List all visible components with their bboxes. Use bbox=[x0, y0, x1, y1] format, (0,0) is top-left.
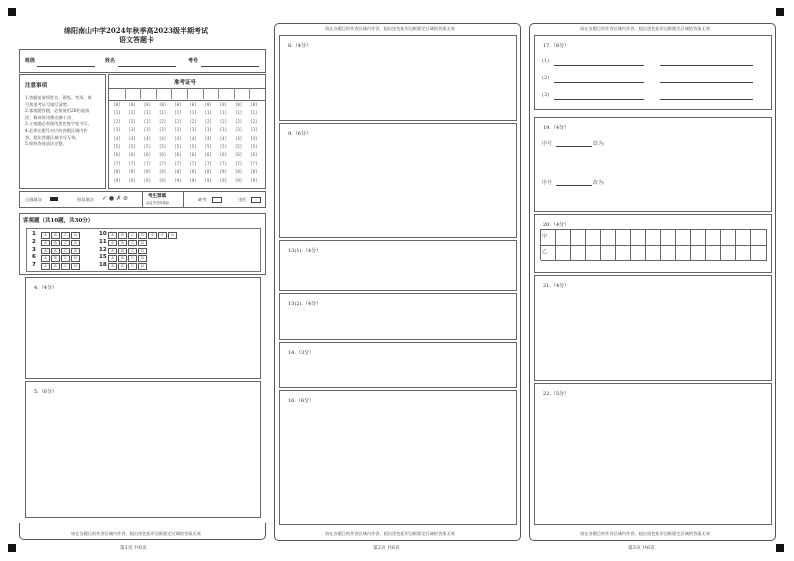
admission-digit-bubble[interactable]: [7] bbox=[143, 160, 151, 166]
page1-number: 第1页 共6页 bbox=[120, 546, 147, 551]
q19-suffix-1: 改为: bbox=[593, 141, 605, 147]
admission-digit-bubble[interactable]: [2] bbox=[113, 118, 121, 124]
q17-item-1: (1) bbox=[542, 58, 550, 64]
notice-item: 答，超出答题区域书写无效。 bbox=[25, 134, 80, 140]
q17-line-2a[interactable] bbox=[554, 82, 644, 83]
admission-digit-bubble[interactable]: [0] bbox=[234, 102, 243, 107]
admission-digit-bubble[interactable]: [4] bbox=[250, 135, 258, 141]
q20-grid-cell[interactable] bbox=[646, 230, 661, 246]
notice-title: 注意事项 bbox=[25, 83, 48, 89]
admission-digit-bubble[interactable]: [7] bbox=[113, 160, 121, 166]
page2-footer-note: 请在各题目的作答区域内作答，超出黑色矩形边框限定区域的答案无效 bbox=[325, 531, 455, 536]
admission-digit-bubble[interactable]: [0] bbox=[189, 102, 197, 107]
objective-option-bubble[interactable]: B bbox=[118, 232, 127, 239]
admission-digit-bubble[interactable]: [0] bbox=[113, 102, 121, 107]
objective-question-number: 12 bbox=[99, 246, 107, 253]
objective-option-bubble[interactable]: A bbox=[41, 240, 50, 247]
student-info-box bbox=[19, 49, 266, 73]
answer-area-q17[interactable] bbox=[534, 35, 772, 110]
admission-column-divider bbox=[156, 88, 157, 99]
admission-digit-bubble[interactable]: [9] bbox=[158, 177, 167, 183]
class-field[interactable] bbox=[37, 66, 95, 67]
answer-area-q14[interactable] bbox=[279, 342, 517, 388]
admission-number-box bbox=[108, 74, 266, 189]
q20-grid-cell[interactable] bbox=[616, 230, 631, 246]
q20-grid-cell[interactable] bbox=[721, 245, 736, 261]
absent-title: 考生禁填 bbox=[148, 194, 166, 199]
q20-grid-cell[interactable] bbox=[646, 245, 661, 261]
objective-question-number: 6 bbox=[32, 254, 36, 261]
notice-item: 3.主观题必须使用黑色签字笔书写。 bbox=[25, 121, 92, 127]
admission-digit-bubble[interactable]: [5] bbox=[128, 144, 136, 149]
q20-grid-cell[interactable] bbox=[586, 230, 601, 246]
notice-item: 涂，修改时用橡皮擦干净。 bbox=[25, 114, 76, 120]
admission-digit-bubble[interactable]: [9] bbox=[204, 177, 212, 183]
page-title-line1: 绵阳南山中学2024年秋季高2023级半期考试 bbox=[64, 26, 208, 35]
corner-mark-top-right bbox=[776, 8, 784, 16]
q20-grid-cell[interactable] bbox=[556, 230, 571, 246]
objective-option-bubble[interactable]: A bbox=[108, 248, 117, 255]
objective-option-bubble[interactable]: D bbox=[71, 240, 80, 247]
objective-option-bubble[interactable]: A bbox=[41, 248, 50, 255]
admission-digit-bubble[interactable]: [1] bbox=[158, 110, 167, 116]
objective-option-bubble[interactable]: B bbox=[118, 263, 127, 270]
exam-no-field[interactable] bbox=[201, 66, 259, 67]
q20-grid-cell[interactable] bbox=[691, 245, 706, 261]
admission-digit-bubble[interactable]: [0] bbox=[174, 102, 182, 107]
admission-digit-bubble[interactable]: [6] bbox=[128, 152, 136, 158]
admission-digit-bubble[interactable]: [3] bbox=[158, 127, 167, 133]
admission-digit-bubble[interactable]: [8] bbox=[174, 169, 182, 175]
objective-option-bubble[interactable]: D bbox=[138, 263, 147, 270]
admission-digit-bubble[interactable]: [6] bbox=[234, 152, 243, 158]
admission-digit-bubble[interactable]: [9] bbox=[128, 177, 136, 183]
admission-digit-bubble[interactable]: [9] bbox=[143, 177, 151, 183]
objective-option-bubble[interactable]: D bbox=[71, 255, 80, 262]
admission-digit-bubble[interactable]: [9] bbox=[189, 177, 197, 183]
q17-item-2: (2) bbox=[542, 75, 550, 81]
admission-digit-bubble[interactable]: [6] bbox=[189, 152, 197, 158]
objective-option-bubble[interactable]: C bbox=[61, 255, 70, 262]
admission-digit-bubble[interactable]: [4] bbox=[234, 135, 243, 141]
admission-digit-bubble[interactable]: [0] bbox=[204, 102, 212, 107]
question-label-q13-1: 13(1).（4分） bbox=[288, 248, 322, 254]
objective-option-bubble[interactable]: B bbox=[51, 248, 60, 255]
answer-area-q19[interactable] bbox=[534, 117, 772, 212]
admission-digit-bubble[interactable]: [6] bbox=[250, 152, 258, 158]
objective-option-bubble[interactable]: A bbox=[108, 263, 117, 270]
objective-option-bubble[interactable]: C bbox=[128, 263, 137, 270]
admission-column-divider bbox=[234, 88, 235, 99]
admission-digit-bubble[interactable]: [7] bbox=[250, 160, 258, 166]
page-title-line2: 语文答题卡 bbox=[119, 35, 154, 44]
objective-option-bubble[interactable]: A bbox=[108, 255, 117, 262]
admission-digit-bubble[interactable]: [5] bbox=[158, 144, 167, 149]
corner-mark-bottom-right bbox=[776, 544, 784, 552]
admission-column-divider bbox=[125, 88, 126, 99]
admission-digit-bubble[interactable]: [7] bbox=[174, 160, 182, 166]
admission-column-divider bbox=[187, 88, 188, 99]
question-label-q17: 17.（6分） bbox=[543, 43, 570, 49]
violation-checkbox[interactable] bbox=[251, 197, 261, 203]
admission-digit-bubble[interactable]: [4] bbox=[158, 135, 167, 141]
answer-area-q5[interactable] bbox=[25, 381, 261, 518]
admission-digit-bubble[interactable]: [3] bbox=[219, 127, 227, 133]
q20-grid-cell[interactable] bbox=[601, 230, 616, 246]
page-3 bbox=[529, 23, 776, 541]
admission-digit-bubble[interactable]: [2] bbox=[250, 118, 258, 124]
notice-item: 1.答题前请将姓名、班级、考场、座 bbox=[25, 95, 92, 100]
q20-row-label-1: 甲 bbox=[542, 234, 548, 240]
admission-digit-bubble[interactable]: [2] bbox=[143, 118, 151, 124]
objective-option-bubble[interactable]: D bbox=[138, 248, 147, 255]
admission-digit-bubble[interactable]: [9] bbox=[174, 177, 182, 183]
q19-prefix-2: 序号 bbox=[542, 180, 553, 186]
objective-question-number: 7 bbox=[32, 262, 36, 269]
page3-footer-note: 请在各题目的作答区域内作答，超出黑色矩形边框限定区域的答案无效 bbox=[580, 531, 710, 536]
admission-digit-bubble[interactable]: [7] bbox=[158, 160, 167, 166]
objective-option-bubble[interactable]: C bbox=[61, 263, 70, 270]
admission-digit-bubble[interactable]: [2] bbox=[128, 118, 136, 124]
admission-digit-bubble[interactable]: [4] bbox=[204, 135, 212, 141]
q19-line-1[interactable] bbox=[556, 146, 592, 147]
admission-digit-bubble[interactable]: [6] bbox=[174, 152, 182, 158]
admission-digit-bubble[interactable]: [5] bbox=[113, 144, 121, 149]
admission-digit-bubble[interactable]: [8] bbox=[189, 169, 197, 175]
admission-digit-bubble[interactable]: [2] bbox=[234, 118, 243, 124]
objective-option-bubble[interactable]: A bbox=[108, 232, 117, 239]
admission-digit-bubble[interactable]: [4] bbox=[219, 135, 227, 141]
admission-digit-bubble[interactable]: [0] bbox=[128, 102, 136, 107]
admission-digit-bubble[interactable]: [7] bbox=[128, 160, 136, 166]
admission-digit-bubble[interactable]: [8] bbox=[250, 169, 258, 175]
admission-digit-bubble[interactable]: [3] bbox=[113, 127, 121, 133]
q20-grid-cell[interactable] bbox=[751, 230, 767, 246]
admission-digit-bubble[interactable]: [5] bbox=[174, 144, 182, 149]
q19-line-2[interactable] bbox=[556, 185, 592, 186]
admission-digit-bubble[interactable]: [8] bbox=[158, 169, 167, 175]
missing-checkbox[interactable] bbox=[212, 197, 222, 203]
answer-area-q21[interactable] bbox=[534, 275, 772, 381]
admission-digit-bubble[interactable]: [7] bbox=[189, 160, 197, 166]
q20-grid-cell[interactable] bbox=[661, 230, 676, 246]
q20-grid-cell[interactable] bbox=[601, 245, 616, 261]
admission-column-divider bbox=[249, 88, 250, 99]
question-label-q9: 9.（6分） bbox=[288, 131, 311, 137]
objective-option-bubble[interactable]: E bbox=[148, 232, 157, 239]
objective-question-number: 1 bbox=[32, 231, 36, 237]
admission-digit-bubble[interactable]: [4] bbox=[174, 135, 182, 141]
admission-column-divider bbox=[171, 88, 172, 99]
objective-option-bubble[interactable]: B bbox=[118, 240, 127, 247]
answer-area-q13-1[interactable] bbox=[279, 240, 517, 291]
admission-digit-bubble[interactable]: [5] bbox=[143, 144, 151, 149]
notice-box bbox=[19, 74, 106, 189]
admission-digit-bubble[interactable]: [2] bbox=[174, 118, 182, 124]
wrong-fill-sample-icon: ✓ ● ✗ ⊘ bbox=[102, 195, 129, 202]
admission-digit-bubble[interactable]: [3] bbox=[189, 127, 197, 133]
admission-digit-bubble[interactable]: [6] bbox=[113, 152, 121, 158]
objective-option-bubble[interactable]: B bbox=[118, 248, 127, 255]
q20-grid-cell[interactable] bbox=[706, 230, 721, 246]
page2-header-note: 请在各题目的作答区域内作答，超出黑色矩形边框限定区域的答案无效 bbox=[325, 26, 455, 31]
q19-suffix-2: 改为: bbox=[593, 180, 605, 186]
question-label-q13-2: 13(2).（4分） bbox=[288, 301, 322, 307]
q20-grid-cell[interactable] bbox=[571, 245, 586, 261]
objective-option-bubble[interactable]: B bbox=[51, 240, 60, 247]
admission-digit-bubble[interactable]: [5] bbox=[204, 144, 212, 149]
q17-item-3: (3) bbox=[542, 92, 550, 98]
objective-option-bubble[interactable]: C bbox=[128, 248, 137, 255]
objective-option-bubble[interactable]: C bbox=[61, 232, 70, 239]
page1-footer-note: 请在各题目的作答区域内作答，超出黑色矩形边框限定区域的答案无效 bbox=[71, 531, 201, 536]
admission-digit-bubble[interactable]: [5] bbox=[234, 144, 243, 149]
answer-area-q4[interactable] bbox=[25, 277, 261, 379]
question-label-q20: 20.（4分） bbox=[543, 222, 570, 228]
q20-grid-cell[interactable] bbox=[661, 245, 676, 261]
admission-digit-bubble[interactable]: [1] bbox=[189, 110, 197, 116]
wrong-fill-label: 错误填涂 bbox=[77, 197, 94, 202]
q20-grid-cell[interactable] bbox=[616, 245, 631, 261]
objective-question-number: 11 bbox=[99, 238, 107, 245]
objective-option-bubble[interactable]: B bbox=[118, 255, 127, 262]
objective-option-bubble[interactable]: B bbox=[51, 263, 60, 270]
answer-area-q9[interactable] bbox=[279, 123, 517, 238]
admission-digit-bubble[interactable]: [4] bbox=[189, 135, 197, 141]
admission-title: 准考证号 bbox=[174, 80, 197, 86]
q17-line-3a[interactable] bbox=[554, 99, 644, 100]
admission-digit-bubble[interactable]: [3] bbox=[234, 127, 243, 133]
admission-digit-bubble[interactable]: [6] bbox=[219, 152, 227, 158]
admission-column-divider bbox=[218, 88, 219, 99]
admission-digit-bubble[interactable]: [4] bbox=[128, 135, 136, 141]
q20-character-grid[interactable] bbox=[540, 229, 767, 260]
q20-grid-cell[interactable] bbox=[751, 245, 767, 261]
admission-column-divider bbox=[140, 88, 141, 99]
q20-grid-cell[interactable] bbox=[571, 230, 586, 246]
objective-option-bubble[interactable]: G bbox=[168, 232, 177, 239]
correct-fill-sample-icon bbox=[50, 197, 58, 201]
q17-line-2b[interactable] bbox=[660, 82, 753, 83]
question-label-q16: 16.（6分） bbox=[288, 398, 315, 404]
admission-digit-bubble[interactable]: [1] bbox=[143, 110, 151, 116]
admission-digit-bubble[interactable]: [6] bbox=[204, 152, 212, 158]
notice-item: 5.保持答卷清洁完整。 bbox=[25, 141, 67, 147]
page-2 bbox=[274, 23, 521, 541]
missing-label: 缺考 bbox=[198, 197, 207, 202]
objective-question-number: 18 bbox=[99, 262, 107, 269]
admission-digit-bubble[interactable]: [0] bbox=[158, 102, 167, 107]
admission-digit-bubble[interactable]: [2] bbox=[204, 118, 212, 124]
notice-item: 4.必须在题号对应的答题区域内作 bbox=[25, 128, 88, 133]
objective-option-bubble[interactable]: A bbox=[41, 255, 50, 262]
question-label-q22: 22.（5分） bbox=[543, 391, 570, 397]
answer-area-q13-2[interactable] bbox=[279, 293, 517, 340]
admission-digit-bubble[interactable]: [2] bbox=[219, 118, 227, 124]
q20-grid-cell[interactable] bbox=[556, 245, 571, 261]
page3-header-note: 请在各题目的作答区域内作答，超出黑色矩形边框限定区域的答案无效 bbox=[580, 26, 710, 31]
notice-item: 2.客观题答题，必须使用2B铅笔填 bbox=[25, 108, 90, 114]
objective-option-bubble[interactable]: D bbox=[138, 232, 147, 239]
answer-area-q22[interactable] bbox=[534, 383, 772, 525]
q20-grid-cell[interactable] bbox=[676, 230, 691, 246]
q20-grid-cell[interactable] bbox=[631, 245, 646, 261]
question-label-q21: 21.（4分） bbox=[543, 283, 570, 289]
admission-digit-bubble[interactable]: [8] bbox=[204, 169, 212, 175]
correct-fill-label: 正确填涂 bbox=[25, 197, 42, 202]
q20-grid-cell[interactable] bbox=[721, 230, 736, 246]
admission-digit-bubble[interactable]: [1] bbox=[113, 110, 121, 116]
q17-line-1b[interactable] bbox=[660, 65, 753, 66]
objective-option-bubble[interactable]: C bbox=[128, 232, 137, 239]
objective-option-bubble[interactable]: D bbox=[71, 248, 80, 255]
objective-option-bubble[interactable]: A bbox=[108, 240, 117, 247]
corner-mark-bottom-left bbox=[8, 544, 16, 552]
admission-digit-bubble[interactable]: [7] bbox=[204, 160, 212, 166]
admission-digit-bubble[interactable]: [6] bbox=[143, 152, 151, 158]
q20-grid-cell[interactable] bbox=[586, 245, 601, 261]
exam-no-label: 考号 bbox=[188, 58, 199, 64]
objective-option-bubble[interactable]: C bbox=[61, 240, 70, 247]
objective-title: 客观题（共10题，共30分） bbox=[23, 218, 94, 224]
admission-digit-bubble[interactable]: [7] bbox=[219, 160, 227, 166]
question-label-q19: 19.（4分） bbox=[543, 125, 570, 131]
admission-digit-bubble[interactable]: [8] bbox=[128, 169, 136, 175]
question-label-q14: 14.（3分） bbox=[288, 350, 315, 356]
corner-mark-top-left bbox=[8, 8, 16, 16]
objective-option-bubble[interactable]: D bbox=[71, 263, 80, 270]
page3-number: 第3页 共6页 bbox=[628, 546, 655, 551]
admission-digit-bubble[interactable]: [1] bbox=[174, 110, 182, 116]
objective-question-number: 2 bbox=[32, 238, 36, 245]
name-field[interactable] bbox=[118, 66, 176, 67]
name-label: 姓名 bbox=[105, 58, 116, 64]
question-label-q8: 8.（4分） bbox=[288, 43, 311, 49]
notice-item: 号和准考证号填写清楚。 bbox=[25, 101, 72, 107]
objective-question-number: 15 bbox=[99, 254, 107, 261]
question-label-q4: 4.（4分） bbox=[34, 285, 57, 291]
admission-digit-bubble[interactable]: [9] bbox=[219, 177, 227, 183]
objective-option-bubble[interactable]: A bbox=[41, 263, 50, 270]
page2-number: 第2页 共6页 bbox=[373, 546, 400, 551]
admission-digit-bubble[interactable]: [0] bbox=[250, 102, 258, 107]
admission-digit-bubble[interactable]: [8] bbox=[113, 169, 121, 175]
objective-option-bubble[interactable]: C bbox=[128, 255, 137, 262]
admission-digit-bubble[interactable]: [9] bbox=[113, 177, 121, 183]
question-label-q5: 5.（6分） bbox=[34, 389, 57, 395]
admission-digit-bubble[interactable]: [3] bbox=[128, 127, 136, 133]
admission-digit-bubble[interactable]: [2] bbox=[189, 118, 197, 124]
answer-area-q20[interactable] bbox=[534, 214, 772, 273]
objective-section bbox=[19, 213, 266, 275]
q20-row-label-2: 乙 bbox=[542, 249, 548, 255]
objective-option-bubble[interactable]: C bbox=[128, 240, 137, 247]
admission-digit-bubble[interactable]: [0] bbox=[143, 102, 151, 107]
objective-option-bubble[interactable]: B bbox=[51, 232, 60, 239]
objective-option-bubble[interactable]: A bbox=[41, 232, 50, 239]
admission-digit-bubble[interactable]: [1] bbox=[204, 110, 212, 116]
admission-digit-bubble[interactable]: [1] bbox=[128, 110, 136, 116]
admission-digit-bubble[interactable]: [1] bbox=[234, 110, 243, 116]
objective-question-number: 3 bbox=[32, 246, 36, 253]
objective-option-bubble[interactable]: D bbox=[71, 232, 80, 239]
admission-digit-bubble[interactable]: [5] bbox=[219, 144, 227, 149]
objective-option-bubble[interactable]: F bbox=[158, 232, 167, 239]
q20-grid-cell[interactable] bbox=[631, 230, 646, 246]
admission-digit-bubble[interactable]: [1] bbox=[219, 110, 227, 116]
admission-digit-bubble[interactable]: [8] bbox=[219, 169, 227, 175]
admission-digit-bubble[interactable]: [5] bbox=[189, 144, 197, 149]
admission-digit-bubble[interactable]: [0] bbox=[219, 102, 227, 107]
admission-digit-bubble[interactable]: [6] bbox=[158, 152, 167, 158]
admission-digit-bubble[interactable]: [3] bbox=[250, 127, 258, 133]
admission-digit-bubble[interactable]: [5] bbox=[250, 144, 258, 149]
q20-grid-cell[interactable] bbox=[736, 245, 751, 261]
admission-digit-bubble[interactable]: [3] bbox=[174, 127, 182, 133]
q17-line-1a[interactable] bbox=[554, 65, 644, 66]
objective-option-bubble[interactable]: B bbox=[51, 255, 60, 262]
q19-prefix-1: 序号 bbox=[542, 141, 553, 147]
admission-digit-bubble[interactable]: [4] bbox=[113, 135, 121, 141]
admission-digit-bubble[interactable]: [3] bbox=[143, 127, 151, 133]
admission-digit-bubble[interactable]: [8] bbox=[234, 169, 243, 175]
q20-grid-cell[interactable] bbox=[676, 245, 691, 261]
admission-column-divider bbox=[203, 88, 204, 99]
admission-digit-bubble[interactable]: [2] bbox=[158, 118, 167, 124]
admission-digit-bubble[interactable]: [1] bbox=[250, 110, 258, 116]
class-label: 班级 bbox=[25, 58, 36, 64]
admission-digit-bubble[interactable]: [9] bbox=[250, 177, 258, 183]
q17-line-3b[interactable] bbox=[660, 99, 753, 100]
objective-question-number: 10 bbox=[99, 231, 107, 237]
admission-digit-bubble[interactable]: [3] bbox=[204, 127, 212, 133]
q20-grid-cell[interactable] bbox=[706, 245, 721, 261]
absent-box bbox=[142, 192, 143, 207]
admission-digit-bubble[interactable]: [8] bbox=[143, 169, 151, 175]
fill-example-box bbox=[19, 191, 266, 208]
answer-area-q8[interactable] bbox=[279, 35, 517, 121]
objective-option-bubble[interactable]: D bbox=[138, 240, 147, 247]
violation-label: 违纪 bbox=[238, 197, 247, 202]
objective-option-bubble[interactable]: C bbox=[61, 248, 70, 255]
objective-option-bubble[interactable]: D bbox=[138, 255, 147, 262]
q20-grid-cell[interactable] bbox=[691, 230, 706, 246]
answer-area-q16[interactable] bbox=[279, 390, 517, 525]
admission-digit-bubble[interactable]: [7] bbox=[234, 160, 243, 166]
absent-subtitle: 由监考老师填涂 bbox=[146, 201, 170, 205]
admission-digit-bubble[interactable]: [4] bbox=[143, 135, 151, 141]
q20-grid-cell[interactable] bbox=[736, 230, 751, 246]
admission-digit-bubble[interactable]: [9] bbox=[234, 177, 243, 183]
